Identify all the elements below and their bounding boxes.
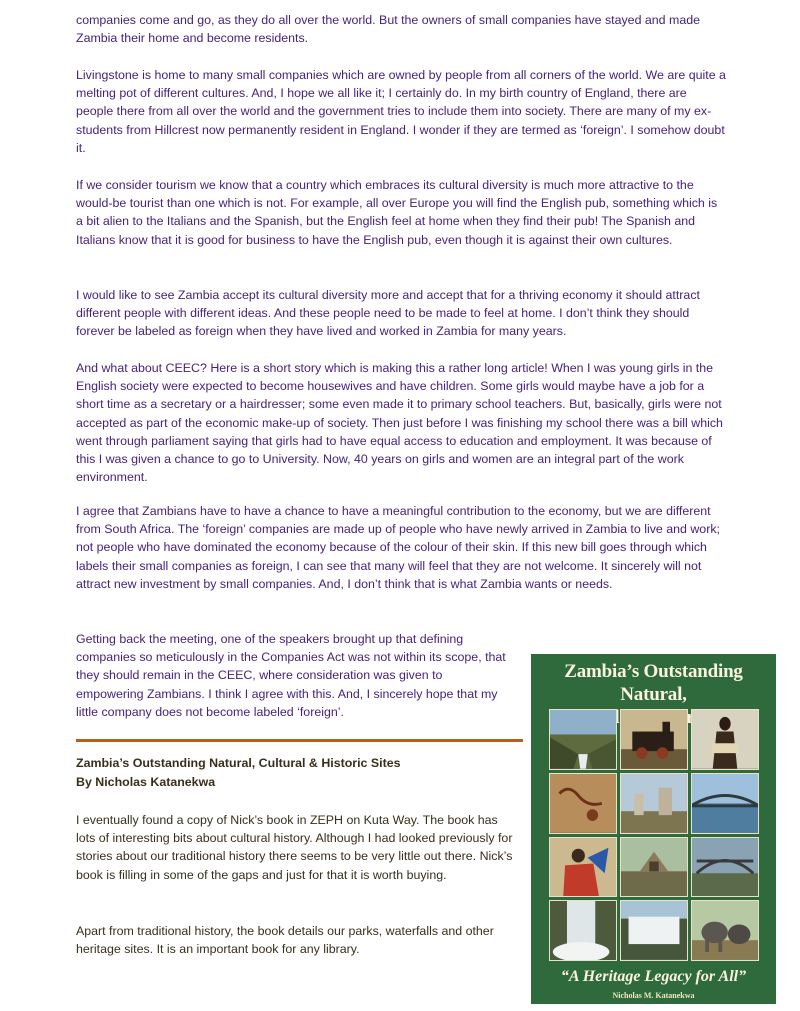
book-review-title: Zambia’s Outstanding Natural, Cultural & Historic Sites: [76, 756, 401, 770]
article-paragraph: Livingstone is home to many small companies which are owned by people from all corners of the world. We are quite a melting pot of different cultures. And, I hope we all like it; I certainly do. In my birth country of England, there are people there from all over the world and the government tries to include them into society. There are many of my ex-students from Hillcrest now permanently resident in England. I wonder if they are termed as ‘foreign’. I somehow doubt it.: [76, 68, 726, 155]
article-paragraph: I agree that Zambians have to have a chance to have a meaningful contribution to the economy, but we are different from South Africa. The ‘foreign’ companies are made up of people who have newly arrived in Zambia to live and work; not people who have dominated the economy because of the colour of their skin. If this new bill goes through which labels their small companies as foreign, I can see that many will feel that they are not welcome. It sincerely will not attract new investment by small companies. And, I don’t think that is what Zambia wants or needs.: [76, 504, 720, 591]
section-divider: [76, 739, 523, 742]
railway-bridge-photo: [691, 837, 759, 898]
article-paragraph: companies come and go, as they do all over the world. But the owners of small companies have stayed and made Zambia their home and become residents.: [76, 13, 701, 46]
rock-painting-photo: [549, 773, 617, 834]
article-closing-paragraph: Getting back the meeting, one of the speakers brought up that defining companies so meticulously in the Companies Act was not within its scope, that they should remain in the CEEC, where consideration was given to empowering Zambians. I think I agree with this. And, I sincerely hope that my little company does not become labeled ‘foreign’.: [76, 630, 726, 738]
tribal-dancer-photo: [691, 709, 759, 770]
river-bridge-photo: [691, 773, 759, 834]
book-cover-image: [531, 654, 776, 1004]
gorge-photo: [549, 709, 617, 770]
book-review-heading: [76, 754, 401, 791]
ruins-photo: [620, 773, 688, 834]
book-cover-author: Nicholas M. Katanekwa: [612, 991, 695, 1000]
article-paragraph: I would like to see Zambia accept its cultural diversity more and accept that for a thriving economy it should attract different people with different ideas. And these people need to be made to feel at home. I don’t think they should forever be labeled as foreign when they have lived and worked in Zambia for many years.: [76, 288, 700, 339]
book-cover-photo-grid: [549, 709, 759, 961]
waterfall-spray-photo: [549, 900, 617, 961]
victoria-falls-photo: [620, 900, 688, 961]
traditional-ceremony-photo: [549, 837, 617, 898]
elephants-photo: [691, 900, 759, 961]
book-cover-tagline: “A Heritage Legacy for All”: [560, 968, 747, 985]
book-review-paragraph: I eventually found a copy of Nick’s book in ZEPH on Kuta Way. The book has lots of interesting bits about cultural history. Although I had looked previously for stories about our traditional history there seems to be very little out there. Nick’s book is filling in some of the gaps and just for that it is worth buying.: [76, 813, 513, 882]
book-review-byline: By Nicholas Katanekwa: [76, 774, 216, 789]
article-paragraph: If we consider tourism we know that a country which embraces its cultural diversity is much more attractive to the would-be tourist than one which is not. For example, all over Europe you will find the English pub, something which is a bit alien to the Italians and the Spanish, but the English feel at home when they find their pub! The Spanish and Italians know that it is good for business to have the English pub, even though it is against their own cultures.: [76, 178, 718, 247]
book-review-paragraph: Apart from traditional history, the book details our parks, waterfalls and other heritage sites. It is an important book for any library.: [76, 924, 494, 957]
article-paragraph: And what about CEEC? Here is a short story which is making this a rather long article! When I was young girls in the English society were expected to become housewives and have children. Some girls would maybe have a job for a short time as a secretary or a hairdresser; some even made it to primary school teachers. But, basically, girls were not accepted as part of the economic make-up of society. Then just before I was finishing my school there was a bill which went through parliament saying that girls had to have equal access to education and employment. It was because of this I was given a chance to go to University. Now, 40 years on girls and women are an integral part of the work environment.: [76, 361, 723, 485]
ancient-structure-photo: [620, 837, 688, 898]
book-cover-title-line: Zambia’s Outstanding Natural,: [564, 661, 743, 705]
steam-locomotive-photo: [620, 709, 688, 770]
